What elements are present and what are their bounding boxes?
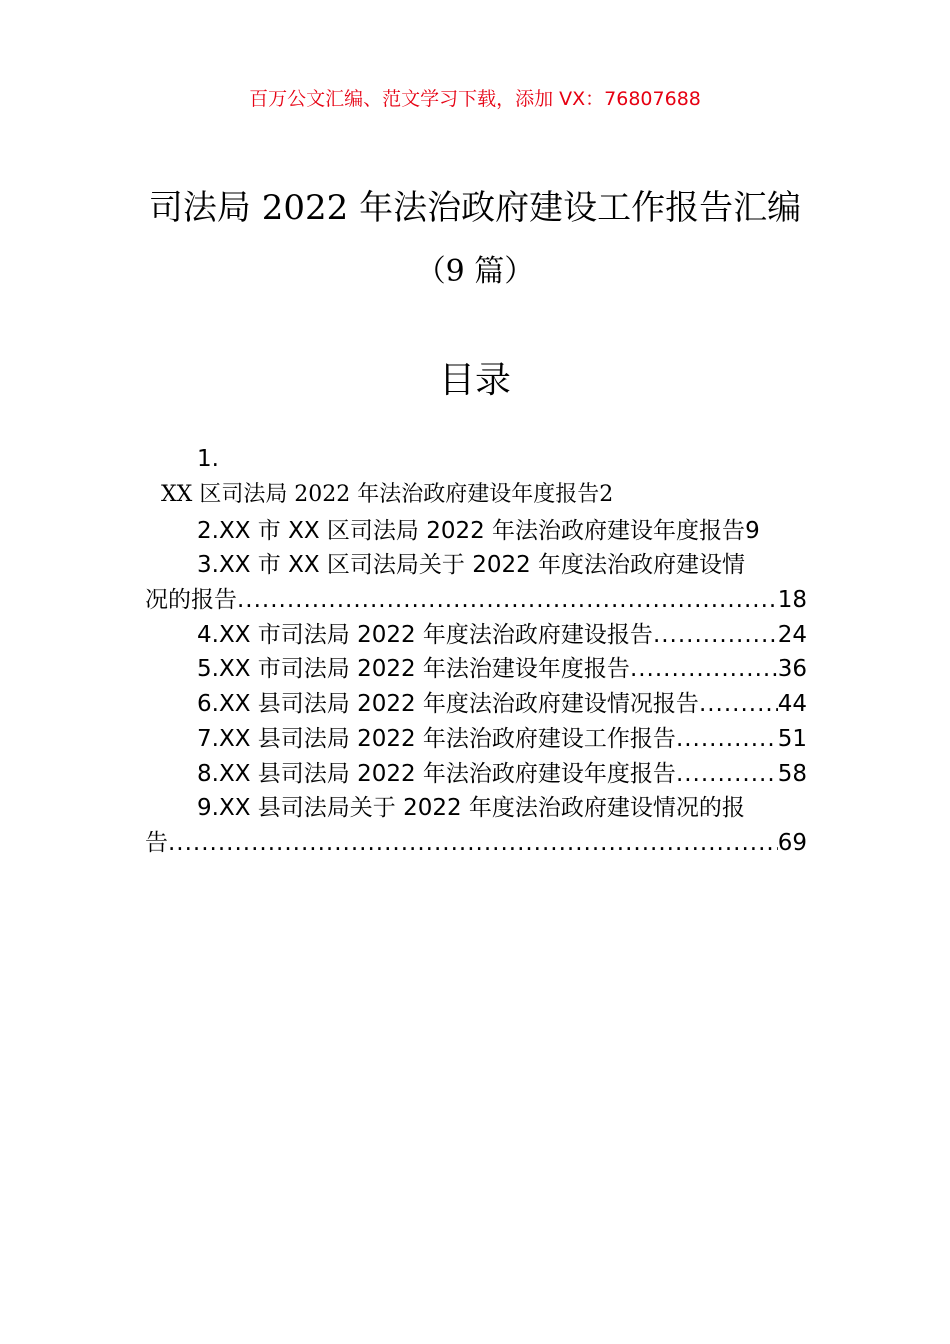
toc-entry-4[interactable]: [145, 618, 807, 652]
toc-entry-8-page: 58: [777, 761, 807, 787]
toc-leader-dots: [237, 583, 778, 617]
toc-entry-5[interactable]: [145, 652, 807, 686]
toc-leader-dots: [676, 757, 778, 791]
toc-entry-8-title: 8.XX 县司法局 2022 年法治政府建设年度报告: [197, 761, 676, 787]
toc-entry-2-page: 9: [745, 518, 760, 544]
toc-entry-3-title-end: 况的报告: [145, 587, 237, 613]
toc-leader-dots: [699, 687, 778, 721]
toc-entry-7[interactable]: [145, 722, 807, 756]
toc-heading: 目录: [438, 360, 511, 401]
toc-entry-2[interactable]: [145, 514, 807, 548]
toc-entry-1-page: 2: [599, 482, 614, 507]
toc-entry-1-number[interactable]: 1.: [197, 446, 219, 472]
toc-entry-4-title: 4.XX 市司法局 2022 年度法治政府建设报告: [197, 622, 653, 648]
toc-entry-5-title: 5.XX 市司法局 2022 年法治建设年度报告: [197, 656, 630, 682]
toc-entry-9-line2[interactable]: [145, 826, 807, 860]
toc-entry-6-page: 44: [777, 691, 807, 717]
toc-entry-3-page: 18: [777, 587, 807, 613]
toc-entry-7-page: 51: [777, 726, 807, 752]
toc-entry-9-page: 69: [777, 830, 807, 856]
toc-entry-3-line1[interactable]: 3.XX 市 XX 区司法局关于 2022 年度法治政府建设情: [197, 552, 746, 578]
toc-entry-9-title-end: 告: [145, 830, 168, 856]
toc-entry-1-title: XX 区司法局 2022 年法治政府建设年度报告: [161, 482, 600, 507]
toc-leader-dots: [630, 652, 778, 686]
toc-entry-2-title: 2.XX 市 XX 区司法局 2022 年法治政府建设年度报告: [197, 518, 746, 544]
toc-entry-6[interactable]: [145, 687, 807, 721]
document-title: 司法局 2022 年法治政府建设工作报告汇编: [148, 188, 802, 228]
toc-entry-4-page: 24: [777, 622, 807, 648]
toc-leader-dots: [168, 826, 778, 860]
header-download-note: 百万公文汇编、范文学习下载，添加 VX：76807688: [249, 88, 701, 110]
toc-entry-6-title: 6.XX 县司法局 2022 年度法治政府建设情况报告: [197, 691, 699, 717]
toc-entry-3-line2[interactable]: [145, 583, 807, 617]
toc-entry-7-title: 7.XX 县司法局 2022 年法治政府建设工作报告: [197, 726, 676, 752]
document-subtitle: （9 篇）: [415, 254, 535, 289]
toc-entry-1[interactable]: [145, 478, 807, 512]
toc-entry-5-page: 36: [777, 656, 807, 682]
toc-leader-dots: [653, 618, 778, 652]
toc-leader-dots: [676, 722, 778, 756]
toc-entry-9-line1[interactable]: 9.XX 县司法局关于 2022 年度法治政府建设情况的报: [197, 795, 745, 821]
toc-entry-8[interactable]: [145, 757, 807, 791]
